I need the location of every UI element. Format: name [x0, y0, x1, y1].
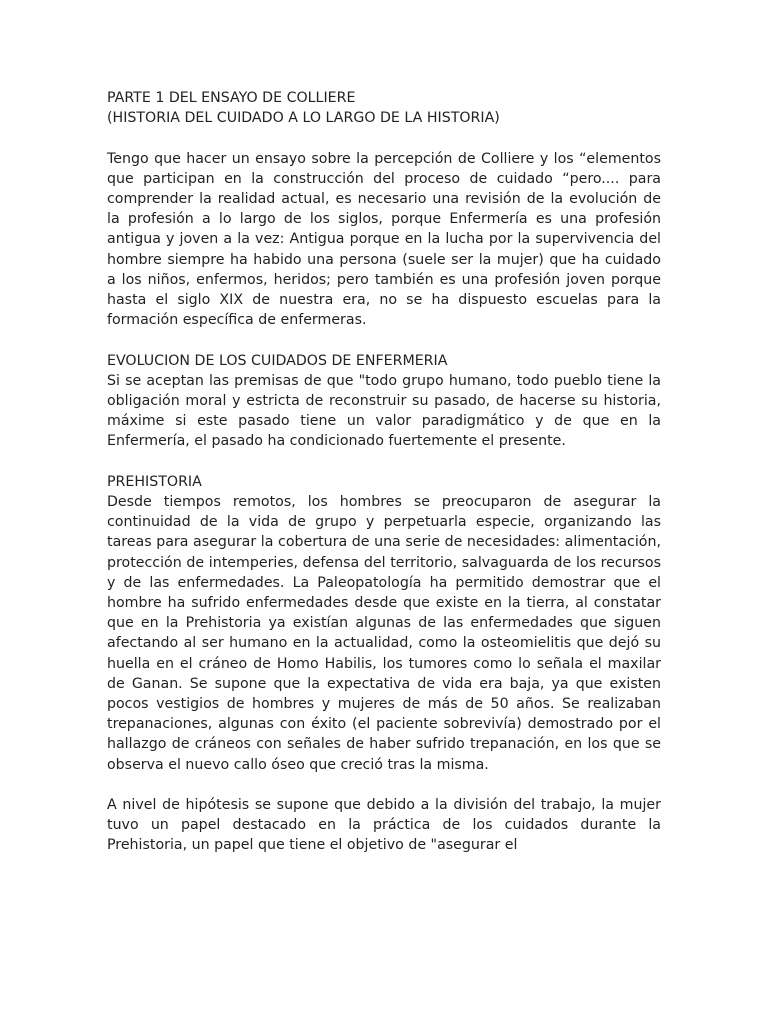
document-title [107, 88, 661, 128]
evolucion-paragraph: Si se aceptan las premisas de que "todo grupo humano, todo pueblo tiene la obligación moral y estricta de reconstruir su pasado, de hacerse su historia, máxime si este pasado tiene un valor paradigmático y de que en la Enfermería, el pasado ha condicionado fuertemente el presente. [107, 372, 661, 450]
section-title-evolucion: EVOLUCION DE LOS CUIDADOS DE ENFERMERIA [107, 352, 448, 369]
document-page [107, 88, 661, 856]
title-line-1: PARTE 1 DEL ENSAYO DE COLLIERE [107, 90, 356, 106]
section-title-prehistoria: PREHISTORIA [107, 473, 202, 490]
title-line-2: (HISTORIA DEL CUIDADO A LO LARGO DE LA HISTORIA) [107, 110, 500, 127]
prehistoria-paragraph: Desde tiempos remotos, los hombres se preocuparon de asegurar la continuidad de la vida de grupo y perpetuarla especie, organizando las tareas para asegurar la cobertura de una serie de necesidades: alimentación, protección de intemperies, defensa del territorio, salvaguarda de los recursos y de las enfermedades. La Paleopatología ha permitido demostrar que el hombre ha sufrido enfermedades desde que existe en la tierra, al constatar que en la Prehistoria ya existían algunas de las enfermedades que siguen afectando al ser humano en la actualidad, como la osteomielitis que dejó su huella en el cráneo de Homo Habilis, los tumores como lo señala el maxilar de Ganan. Se supone que la expectativa de vida era baja, ya que existen pocos vestigios de hombres y mujeres de más de 50 años. Se realizaban trepanaciones, algunas con éxito (el paciente sobrevivía) demostrado por el hallazgo de cráneos con señales de haber sufrido trepanación, en los que se observa el nuevo callo óseo que creció tras la misma. [107, 494, 661, 773]
hipotesis-paragraph: A nivel de hipótesis se supone que debido a la división del trabajo, la mujer tuvo un papel destacado en la práctica de los cuidados durante la Prehistoria, un papel que tiene el objetivo de "asegurar el [107, 797, 661, 854]
spacer [107, 128, 661, 148]
intro-paragraph: Tengo que hacer un ensayo sobre la percepción de Colliere y los “elementos que participan en la construcción del proceso de cuidado “pero.... para comprender la realidad actual, es necesario una revisión de la evolución de la profesión a lo largo de los siglos, porque Enfermería es una profesión antigua y joven a la vez: Antigua porque en la lucha por la supervivencia del hombre siempre ha habido una persona (suele ser la mujer) que ha cuidado a los niños, enfermos, heridos; pero también es una profesión joven porque hasta el siglo XIX de nuestra era, no se ha dispuesto escuelas para la formación específica de enfermeras. [107, 150, 661, 329]
